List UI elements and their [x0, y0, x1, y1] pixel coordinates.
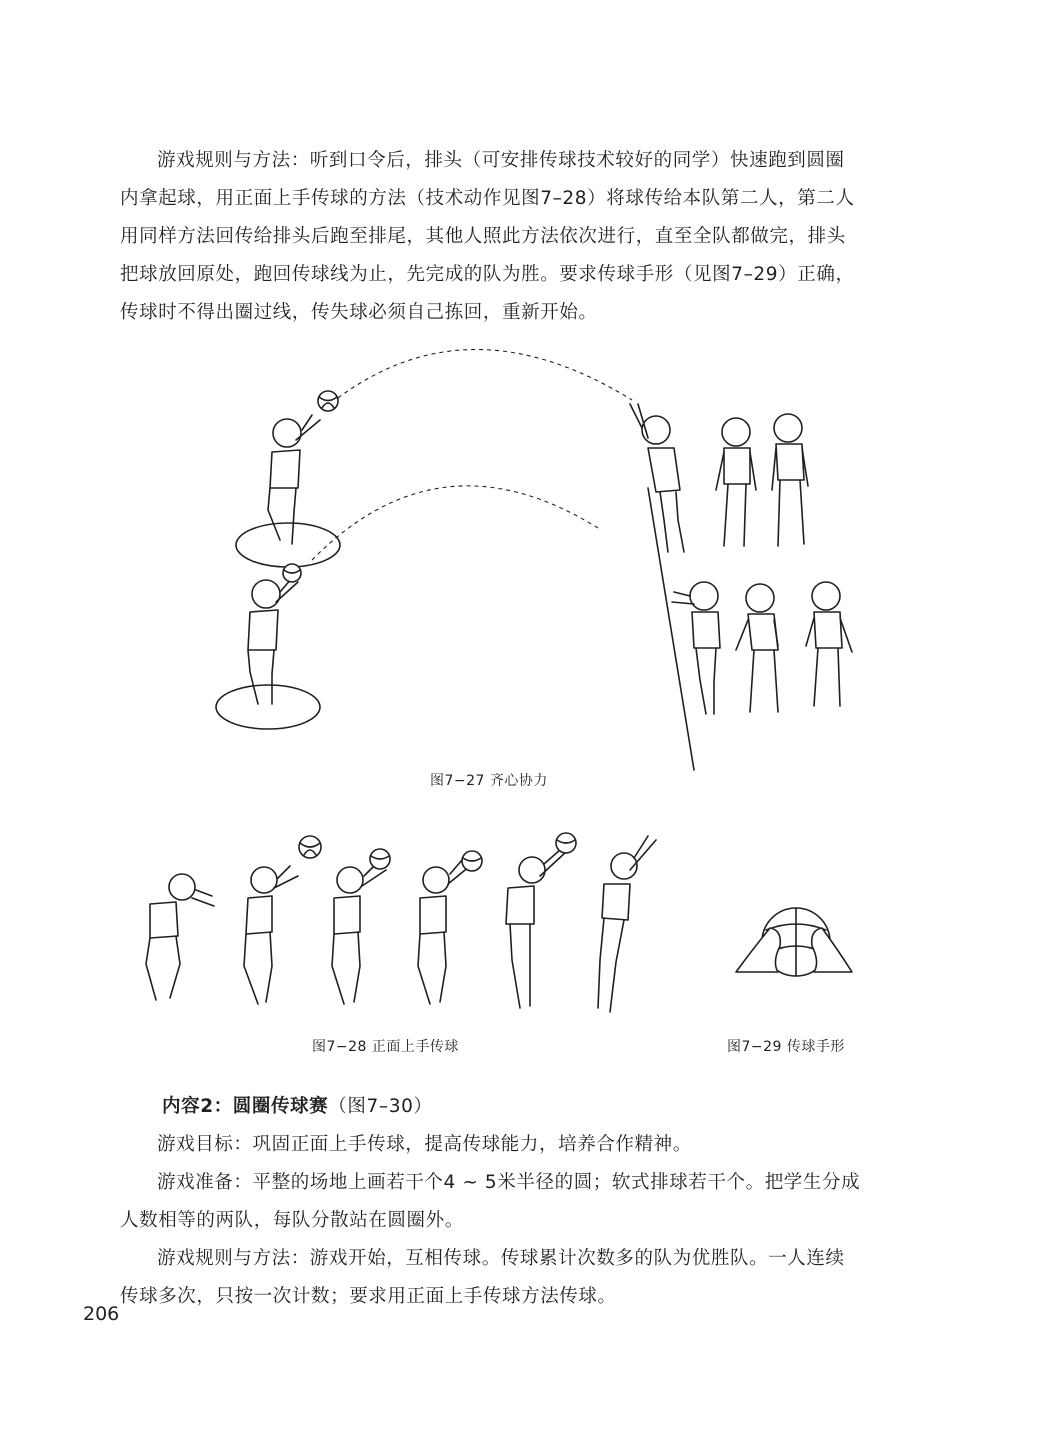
- volleyball-icon: [299, 836, 321, 858]
- player-figure: [806, 582, 852, 706]
- intro-line: 把球放回原处，跑回传球线为止，先完成的队为胜。要求传球手形（见图7–29）正确，: [120, 264, 855, 285]
- player-figure: [248, 564, 301, 704]
- volleyball-icon: [556, 833, 576, 853]
- ball-trajectory-lower: [312, 486, 598, 560]
- content2-heading-ref: （图7–30）: [328, 1096, 433, 1117]
- player-figure: [506, 833, 576, 1008]
- content2-rules-line: 传球多次，只按一次计数；要求用正面上手传球方法传球。: [120, 1286, 617, 1307]
- player-figure: [672, 582, 720, 714]
- content2-section: [120, 1088, 940, 1316]
- player-figure: [716, 418, 756, 546]
- intro-line: 游戏规则与方法：听到口令后，排头（可安排传球技术较好的同学）快速跑到圆圈: [157, 150, 845, 171]
- intro-line: 内拿起球，用正面上手传球的方法（技术动作见图7–28）将球传给本队第二人，第二人: [120, 188, 855, 209]
- passing-line: [648, 488, 694, 770]
- content2-prep-line: 游戏准备：平整的场地上画若干个4 ~ 5米半径的圆；软式排球若干个。把学生分成: [157, 1172, 861, 1193]
- intro-paragraph: [120, 142, 940, 332]
- hand-shape-illustration: [736, 908, 852, 976]
- player-figure: [598, 836, 656, 1012]
- player-figure: [332, 849, 390, 1004]
- intro-line: 用同样方法回传给排头后跑至排尾，其他人照此方法依次进行，直至全队都做完，排头: [120, 226, 846, 247]
- content2-rules-line: 游戏规则与方法：游戏开始，互相传球。传球累计次数多的队为优胜队。一人连续: [157, 1248, 845, 1269]
- ball-trajectory-upper: [338, 349, 632, 400]
- figure-7-28-illustration: [0, 825, 1038, 1025]
- ground-circle-lower: [216, 685, 320, 729]
- page-number: 206: [83, 1303, 120, 1325]
- content2-heading: 内容2：圆圈传球赛: [162, 1096, 329, 1117]
- ground-circle-upper: [236, 523, 340, 567]
- volleyball-icon: [318, 391, 338, 411]
- player-figure: [736, 584, 778, 712]
- volleyball-icon: [370, 849, 390, 869]
- content2-goal: 游戏目标：巩固正面上手传球，提高传球能力，培养合作精神。: [157, 1134, 692, 1155]
- player-figure: [772, 414, 808, 546]
- player-figure: [630, 404, 684, 552]
- content2-heading-line: [120, 1088, 940, 1126]
- content2-prep-line: 人数相等的两队，每队分散站在圆圈外。: [120, 1210, 464, 1231]
- figure-7-27-caption: 图7−27 齐心协力: [430, 773, 548, 789]
- figure-7-27-illustration: [0, 330, 1038, 780]
- player-figure: [418, 851, 482, 1004]
- intro-line: 传球时不得出圈过线，传失球必须自己拣回，重新开始。: [120, 302, 598, 323]
- figure-7-29-caption: 图7−29 传球手形: [727, 1039, 845, 1055]
- player-figure: [146, 874, 214, 1000]
- volleyball-icon: [462, 851, 482, 871]
- figure-7-28-caption: 图7−28 正面上手传球: [312, 1039, 459, 1055]
- volleyball-icon: [283, 564, 301, 582]
- player-figure: [244, 866, 298, 1004]
